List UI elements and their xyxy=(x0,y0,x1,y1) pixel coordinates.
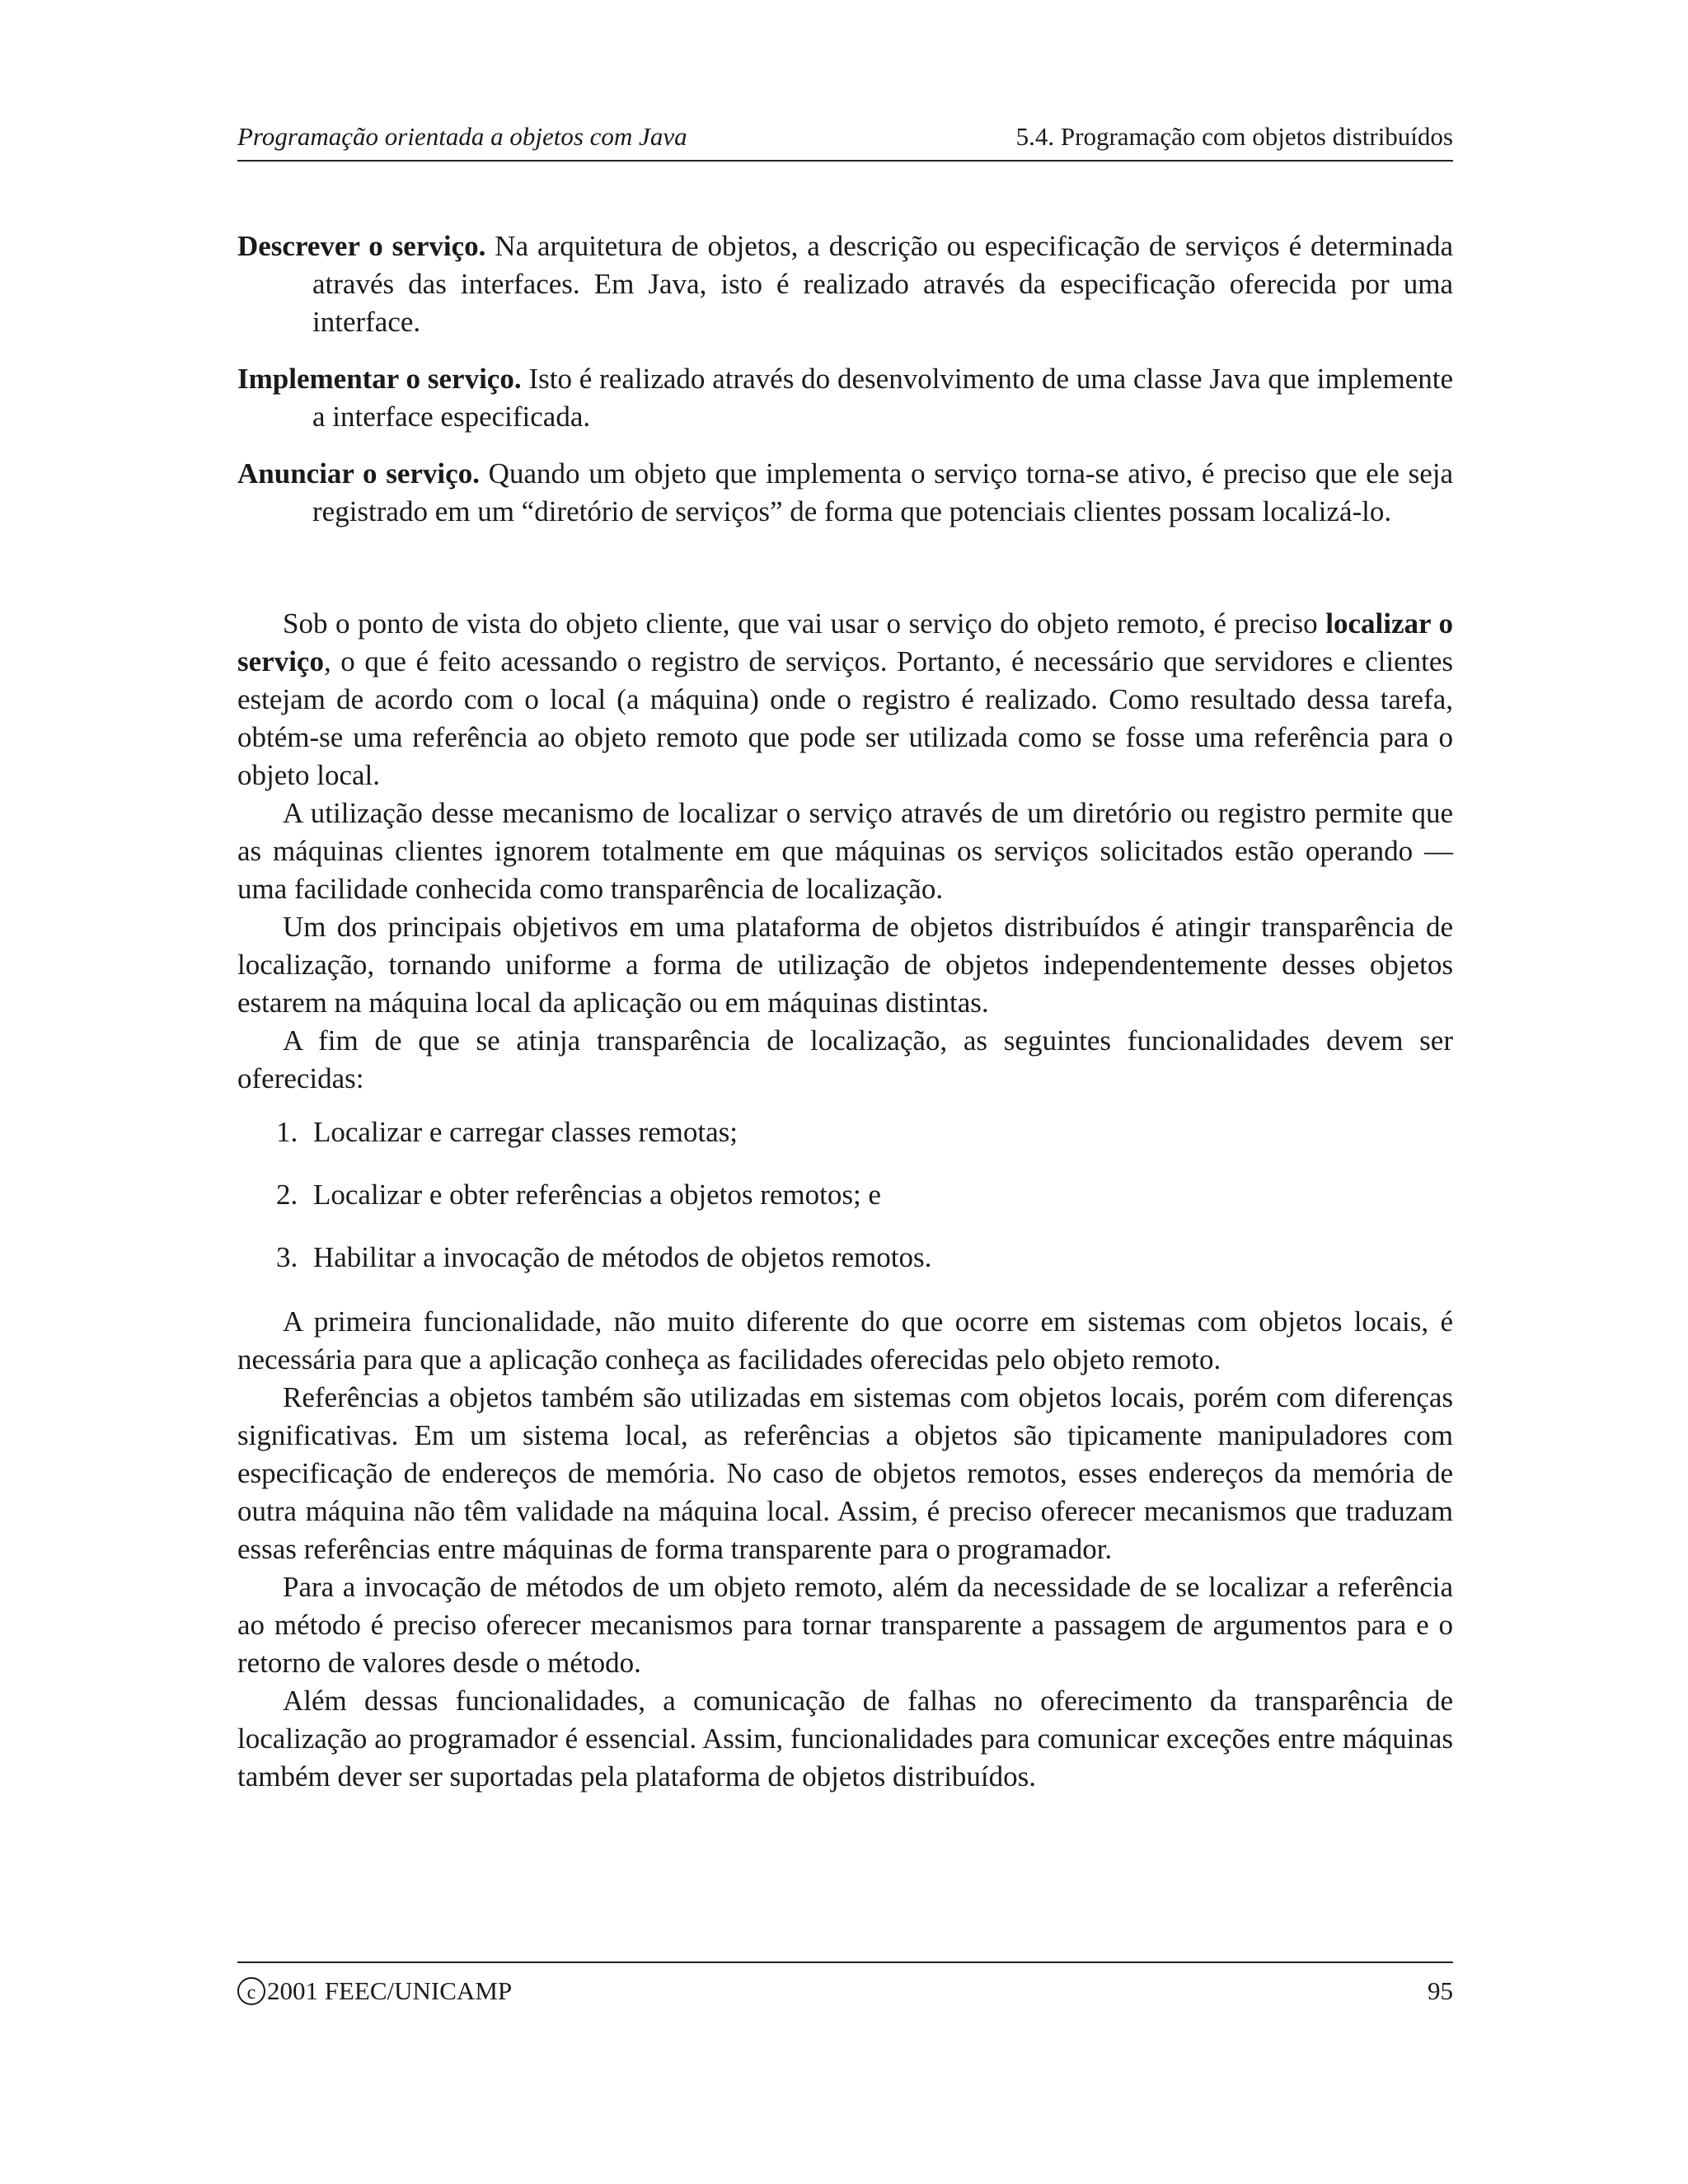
paragraph: Um dos principais objetivos em uma plataforma de objetos distribuídos é atingir transparência de localização, tornando uniforme a forma de utilização de objetos independentemente desses objetos estarem na máquina local da aplicação ou em máquinas distintas. xyxy=(237,911,1453,1019)
paragraph-text: , o que é feito acessando o registro de serviços. Portanto, é necessário que servidores e clientes estejam de acordo com o local (a máquina) onde o registro é realizado. Como resultado dessa tarefa, obtém-se uma referência ao objeto remoto que pode ser utilizada como se fosse uma referência para o objeto local. xyxy=(237,645,1453,791)
list-item xyxy=(237,1113,1453,1151)
description-text: Na arquitetura de objetos, a descrição ou especificação de serviços é determinada através das interfaces. Em Java, isto é realizado através da especificação oferecida por uma interface. xyxy=(312,230,1454,338)
description-text: Isto é realizado através do desenvolvimento de uma classe Java que implemente a interface especificada. xyxy=(312,363,1453,433)
paragraph: Referências a objetos também são utilizadas em sistemas com objetos locais, porém com diferenças significativas. Em um sistema local, as referências a objetos são tipicamente manipuladores com especificação de endereços de memória. No caso de objetos remotos, esses endereços da memória de outra máquina não têm validade na máquina local. Assim, é preciso oferecer mecanismos que traduzam essas referências entre máquinas de forma transparente para o programador. xyxy=(237,1381,1453,1565)
description-list xyxy=(237,227,1453,550)
list-item-text: Habilitar a invocação de métodos de objetos remotos. xyxy=(313,1241,932,1273)
description-item xyxy=(237,227,1453,341)
page-number: 95 xyxy=(1428,1976,1453,2005)
description-term: Anunciar o serviço. xyxy=(237,457,480,490)
header-book-title: Programação orientada a objetos com Java xyxy=(237,122,687,151)
list-item xyxy=(237,1176,1453,1214)
paragraph: A fim de que se atinja transparência de localização, as seguintes funcionalidades devem ser oferecidas: xyxy=(237,1024,1453,1094)
description-item xyxy=(237,360,1453,436)
description-item xyxy=(237,455,1453,531)
copyright-icon: c xyxy=(237,1977,265,2005)
paragraph: A primeira funcionalidade, não muito diferente do que ocorre em sistemas com objetos locais, é necessária para que a aplicação conheça as facilidades oferecidas pelo objeto remoto. xyxy=(237,1305,1453,1376)
list-item xyxy=(237,1239,1453,1277)
paragraph-text: Sob o ponto de vista do objeto cliente, que vai usar o serviço do objeto remoto, é preciso xyxy=(283,607,1326,640)
paragraph xyxy=(237,605,1453,794)
header-section-title: 5.4. Programação com objetos distribuídos xyxy=(1015,122,1453,151)
footer-copyright xyxy=(237,1976,512,2006)
description-term: Implementar o serviço. xyxy=(237,363,522,395)
emphasis-term: localizar o serviço xyxy=(237,607,1453,677)
header-rule xyxy=(237,160,1453,162)
paragraph: A utilização desse mecanismo de localizar o serviço através de um diretório ou registro permite que as máquinas clientes ignorem totalmente em que máquinas os serviços solicitados estão operando — uma facilidade conhecida como transparência de localização. xyxy=(237,797,1453,905)
list-item-text: Localizar e carregar classes remotas; xyxy=(313,1116,738,1148)
body-text-block-2 xyxy=(237,1303,1453,1796)
paragraph: Além dessas funcionalidades, a comunicação de falhas no oferecimento da transparência de localização ao programador é essencial. Assim, funcionalidades para comunicar exceções entre máquinas também dever ser suportadas pela plataforma de objetos distribuídos. xyxy=(237,1685,1453,1793)
footer-copyright-text: 2001 FEEC/UNICAMP xyxy=(267,1976,513,2005)
description-text: Quando um objeto que implementa o serviço torna-se ativo, é preciso que ele seja registrado em um “diretório de serviços” de forma que potenciais clientes possam localizá-lo. xyxy=(312,457,1454,527)
running-header xyxy=(237,122,1453,160)
list-number: 1. xyxy=(276,1116,298,1148)
page-footer xyxy=(237,1976,1453,2014)
list-number: 2. xyxy=(276,1179,298,1211)
body-text-block xyxy=(237,605,1453,1098)
description-term: Descrever o serviço. xyxy=(237,230,486,262)
footer-rule xyxy=(237,1961,1453,1963)
enumerated-list xyxy=(237,1113,1453,1301)
list-item-text: Localizar e obter referências a objetos remotos; e xyxy=(313,1179,881,1211)
paragraph: Para a invocação de métodos de um objeto remoto, além da necessidade de se localizar a referência ao método é preciso oferecer mecanismos para tornar transparente a passagem de argumentos para e o retorno de valores desde o método. xyxy=(237,1571,1453,1679)
list-number: 3. xyxy=(276,1241,298,1273)
